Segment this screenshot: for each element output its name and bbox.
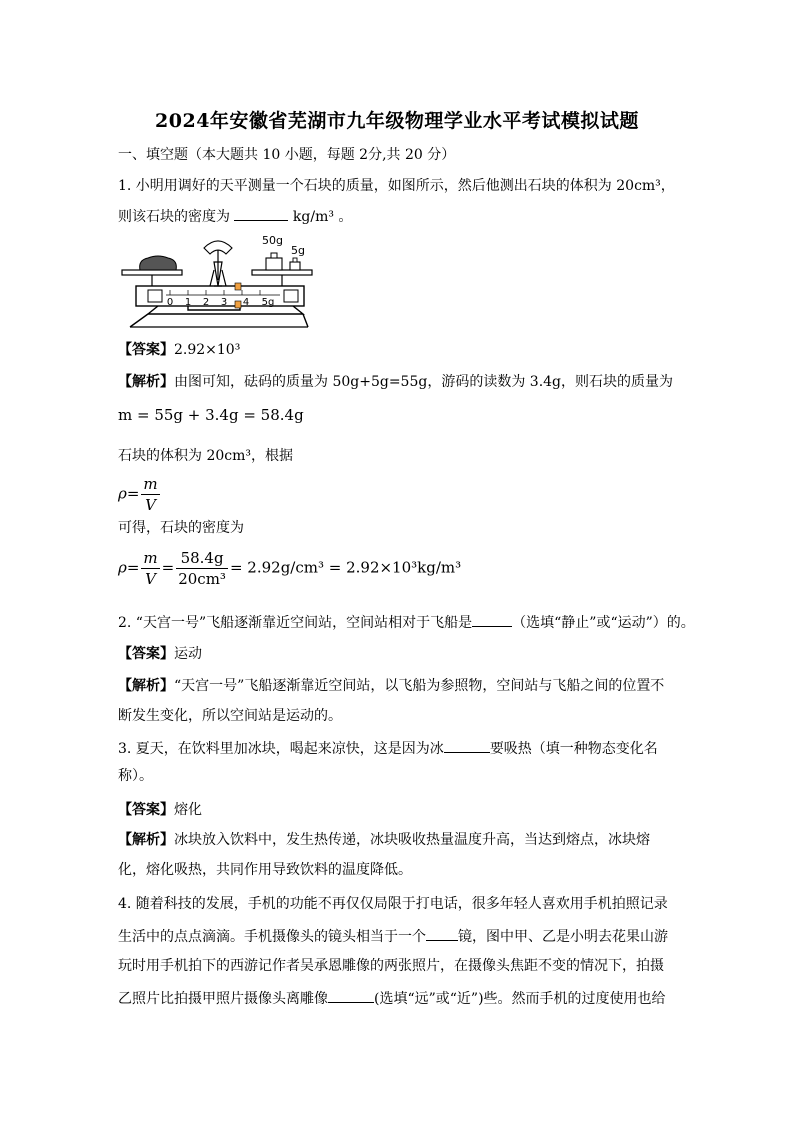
question-4-text-4: 乙照片比拍摄甲照片摄像头离雕像 (选填“远”或“近”)些。然而手机的过度使用也给 — [118, 988, 688, 1009]
q2-analysis-1: 【解析】“天宫一号”飞船逐渐靠近空间站，以飞船为参照物，空间站与飞船之间的位置不 — [118, 678, 665, 694]
answer-blank — [472, 612, 512, 627]
weight-50g-label: 50g — [262, 234, 283, 247]
answer-blank — [444, 738, 490, 753]
question-1-text-2: 则该石块的密度为 kg/m³ 。 — [118, 206, 688, 227]
q1-analysis-1: 【解析】由图可知，砝码的质量为 50g+5g=55g，游码的读数为 3.4g，则石块的质量为 — [118, 374, 674, 390]
q3-analysis-1: 【解析】冰块放入饮料中，发生热传递，冰块吸收热量温度升高，当达到熔点，冰块熔 — [118, 832, 650, 848]
scale-tick-4: 4 — [242, 297, 250, 308]
q2-analysis-2: 断发生变化，所以空间站是运动的。 — [118, 708, 342, 724]
scale-tick-2: 2 — [202, 297, 210, 308]
page-title: 2024年安徽省芜湖市九年级物理学业水平考试模拟试题 — [155, 110, 639, 132]
answer-blank — [426, 926, 458, 941]
q1-density-formula: ρ= $\frac{m}{V}$ — [118, 475, 158, 514]
scale-tick-1: 1 — [184, 297, 192, 308]
scale-tick-3: 3 — [220, 297, 228, 308]
question-4-text-1: 4. 随着科技的发展，手机的功能不再仅仅局限于打电话，很多年轻人喜欢用手机拍照记录 — [118, 896, 668, 912]
question-4-text-3: 玩时用手机拍下的西游记作者吴承恩雕像的两张照片，在摄像头焦距不变的情况下，拍摄 — [118, 958, 664, 974]
question-4-text-2: 生活中的点点滴滴。手机摄像头的镜头相当于一个 镜，图中甲、乙是小明去花果山游 — [118, 926, 688, 947]
answer-blank — [328, 988, 374, 1003]
answer-blank — [234, 206, 288, 221]
q1-analysis-3: 可得，石块的密度为 — [118, 520, 244, 536]
q1-density-calculation: ρ= $\frac{m}{V}$ = $\frac{58.4g}{\text{20cm³}}$ = 2.92g/cm³ = 2.92×10³kg/m³ — [118, 549, 462, 588]
question-2-text: 2. “天宫一号”飞船逐渐靠近空间站，空间站相对于飞船是 （选填“静止”或“运动”）的。 — [118, 612, 688, 633]
weight-5g-label: 5g — [291, 244, 305, 257]
q2-answer: 【答案】运动 — [118, 646, 202, 662]
scale-tick-0: 0 — [166, 297, 174, 308]
scale-tick-5g: 5g — [261, 297, 275, 308]
q1-answer: 【答案】2.92×10³ — [118, 342, 241, 358]
q1-analysis-2: 石块的体积为 20cm³，根据 — [118, 448, 293, 464]
q3-answer: 【答案】熔化 — [118, 802, 202, 818]
q1-equation-mass: m = 55g + 3.4g = 58.4g — [118, 406, 304, 424]
question-3-text: 3. 夏天，在饮料里加冰块，喝起来凉快，这是因为冰 要吸热（填一种物态变化名 — [118, 738, 688, 759]
balance-figure — [118, 232, 318, 332]
question-3-text-2: 称）。 — [118, 768, 153, 784]
q3-analysis-2: 化，熔化吸热，共同作用导致饮料的温度降低。 — [118, 862, 412, 878]
section-heading: 一、填空题（本大题共 10 小题，每题 2分,共 20 分） — [118, 147, 456, 163]
question-1-text: 1. 小明用调好的天平测量一个石块的质量，如图所示，然后他测出石块的体积为 20cm³， — [118, 178, 675, 194]
